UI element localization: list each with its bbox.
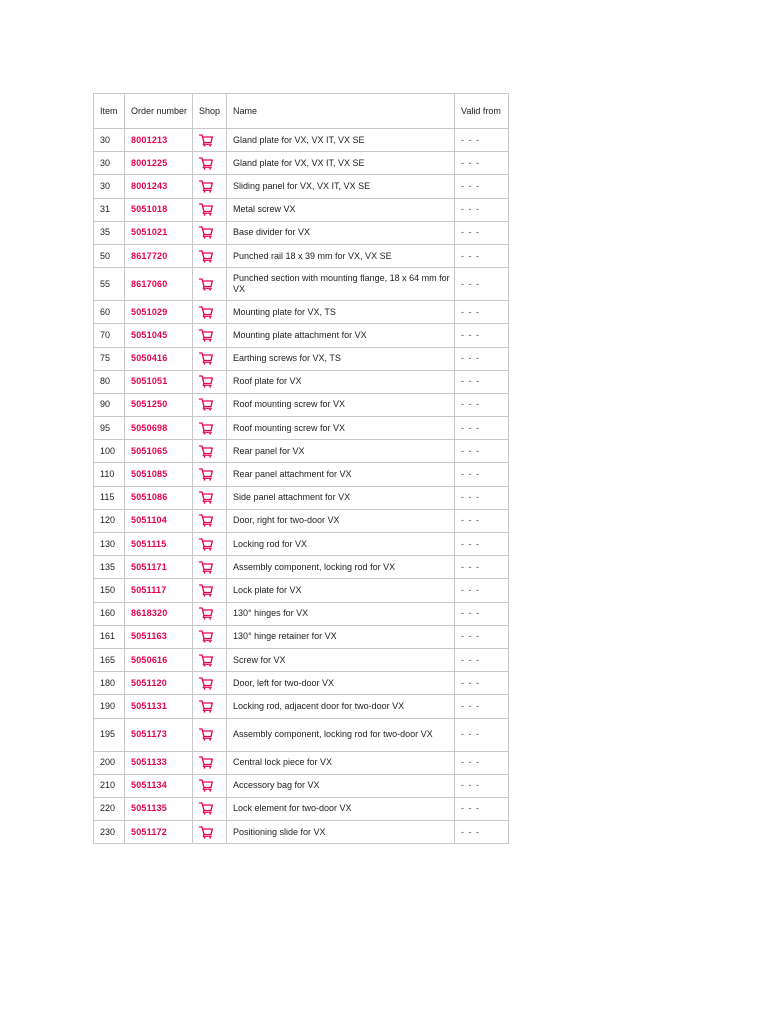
valid-from-cell: - - - [455,821,509,844]
item-cell: 35 [94,221,125,244]
item-cell: 160 [94,602,125,625]
shop-cell [193,198,227,221]
order-number-cell [125,486,193,509]
order-number-cell [125,301,193,324]
shop-cell [193,268,227,301]
shopping-cart-icon[interactable] [199,468,213,481]
order-number-link[interactable]: 5051134 [131,780,167,791]
shopping-cart-icon[interactable] [199,802,213,815]
table-row [94,751,509,774]
order-number-link[interactable]: 5051045 [131,329,168,340]
shop-cell [193,463,227,486]
table-row [94,718,509,751]
order-number-cell [125,324,193,347]
shopping-cart-icon[interactable] [199,538,213,551]
header-order-number: Order number [125,94,193,129]
shopping-cart-icon[interactable] [199,226,213,239]
order-number-link[interactable]: 5051117 [131,584,167,595]
name-cell: Gland plate for VX, VX IT, VX SE [227,152,455,175]
table-row [94,393,509,416]
valid-from-cell: - - - [455,556,509,579]
table-row [94,579,509,602]
valid-from-cell: - - - [455,625,509,648]
valid-from-cell: - - - [455,244,509,267]
shop-cell [193,393,227,416]
valid-from-cell: - - - [455,533,509,556]
order-number-link[interactable]: 5051086 [131,492,168,503]
shop-cell [193,602,227,625]
shop-cell [193,672,227,695]
shop-cell [193,695,227,718]
item-cell: 55 [94,268,125,301]
valid-from-cell: - - - [455,751,509,774]
order-number-link[interactable]: 8617720 [131,250,168,261]
name-cell: Lock element for two-door VX [227,797,455,820]
name-cell: Assembly component, locking rod for two-door VX [227,718,455,751]
order-number-link[interactable]: 5050416 [131,353,168,364]
item-cell: 90 [94,393,125,416]
shopping-cart-icon[interactable] [199,306,213,319]
order-number-link[interactable]: 5051029 [131,306,168,317]
table-row [94,440,509,463]
table-row [94,417,509,440]
name-cell: Assembly component, locking rod for VX [227,556,455,579]
shop-cell [193,718,227,751]
shopping-cart-icon[interactable] [199,491,213,504]
table-row [94,221,509,244]
valid-from-cell: - - - [455,198,509,221]
shop-cell [193,152,227,175]
shop-cell [193,797,227,820]
valid-from-cell: - - - [455,774,509,797]
item-cell: 30 [94,175,125,198]
order-number-cell [125,440,193,463]
name-cell: Locking rod for VX [227,533,455,556]
valid-from-cell: - - - [455,648,509,671]
item-cell: 75 [94,347,125,370]
order-number-link[interactable]: 5051018 [131,204,168,215]
order-number-link[interactable]: 8617060 [131,278,168,289]
shopping-cart-icon[interactable] [199,700,213,713]
shop-cell [193,129,227,152]
order-number-link[interactable]: 5051115 [131,538,167,549]
shop-cell [193,301,227,324]
valid-from-cell: - - - [455,440,509,463]
valid-from-cell: - - - [455,417,509,440]
valid-from-cell: - - - [455,301,509,324]
order-number-link[interactable]: 5051051 [131,376,168,387]
order-number-link[interactable]: 5051021 [131,227,168,238]
table-row [94,463,509,486]
order-number-cell [125,509,193,532]
shop-cell [193,440,227,463]
order-number-link[interactable]: 8618320 [131,608,168,619]
name-cell: Punched rail 18 x 39 mm for VX, VX SE [227,244,455,267]
order-number-link[interactable]: 5051172 [131,826,167,837]
name-cell: Punched section with mounting flange, 18 x 64 mm for VX [227,268,455,301]
shopping-cart-icon[interactable] [199,654,213,667]
name-cell: Sliding panel for VX, VX IT, VX SE [227,175,455,198]
item-cell: 80 [94,370,125,393]
shop-cell [193,347,227,370]
item-cell: 200 [94,751,125,774]
table-row [94,774,509,797]
shopping-cart-icon[interactable] [199,728,213,741]
shop-cell [193,648,227,671]
name-cell: Locking rod, adjacent door for two-door VX [227,695,455,718]
shop-cell [193,370,227,393]
order-number-cell [125,672,193,695]
shopping-cart-icon[interactable] [199,278,213,291]
name-cell: Mounting plate for VX, TS [227,301,455,324]
table-header [94,94,509,129]
shopping-cart-icon[interactable] [199,514,213,527]
item-cell: 195 [94,718,125,751]
name-cell: Gland plate for VX, VX IT, VX SE [227,129,455,152]
order-number-cell [125,579,193,602]
table-row [94,648,509,671]
valid-from-cell: - - - [455,129,509,152]
header-row [94,94,509,129]
order-number-cell [125,417,193,440]
shopping-cart-icon[interactable] [199,677,213,690]
name-cell: Base divider for VX [227,221,455,244]
valid-from-cell: - - - [455,509,509,532]
shop-cell [193,324,227,347]
name-cell: Metal screw VX [227,198,455,221]
valid-from-cell: - - - [455,579,509,602]
shopping-cart-icon[interactable] [199,203,213,216]
header-name: Name [227,94,455,129]
order-number-link[interactable]: 5051104 [131,515,167,526]
table-row [94,370,509,393]
name-cell: Roof mounting screw for VX [227,417,455,440]
order-number-link[interactable]: 5051135 [131,803,167,814]
shop-cell [193,533,227,556]
name-cell: Lock plate for VX [227,579,455,602]
item-cell: 130 [94,533,125,556]
order-number-cell [125,463,193,486]
shopping-cart-icon[interactable] [199,157,213,170]
order-number-cell [125,648,193,671]
shopping-cart-icon[interactable] [199,607,213,620]
name-cell: Side panel attachment for VX [227,486,455,509]
name-cell: Roof mounting screw for VX [227,393,455,416]
name-cell: Rear panel for VX [227,440,455,463]
table-row [94,268,509,301]
order-number-link[interactable]: 8001225 [131,157,168,168]
name-cell: Mounting plate attachment for VX [227,324,455,347]
valid-from-cell: - - - [455,486,509,509]
header-valid-from: Valid from [455,94,509,129]
shopping-cart-icon[interactable] [199,630,213,643]
name-cell: Positioning slide for VX [227,821,455,844]
order-number-link[interactable]: 5051133 [131,757,167,768]
item-cell: 30 [94,152,125,175]
order-number-cell [125,797,193,820]
table-row [94,556,509,579]
order-number-cell [125,370,193,393]
order-number-link[interactable]: 5050616 [131,654,168,665]
shop-cell [193,821,227,844]
shopping-cart-icon[interactable] [199,756,213,769]
valid-from-cell: - - - [455,175,509,198]
table-row [94,301,509,324]
name-cell: Earthing screws for VX, TS [227,347,455,370]
shop-cell [193,486,227,509]
valid-from-cell: - - - [455,672,509,695]
table-row [94,602,509,625]
table-row [94,509,509,532]
item-cell: 100 [94,440,125,463]
order-number-cell [125,718,193,751]
shopping-cart-icon[interactable] [199,375,213,388]
shopping-cart-icon[interactable] [199,180,213,193]
order-number-cell [125,533,193,556]
order-number-cell [125,244,193,267]
name-cell: Accessory bag for VX [227,774,455,797]
order-number-cell [125,625,193,648]
name-cell: Door, right for two-door VX [227,509,455,532]
name-cell: Door, left for two-door VX [227,672,455,695]
order-number-link[interactable]: 5051171 [131,561,167,572]
item-cell: 180 [94,672,125,695]
table-row [94,175,509,198]
valid-from-cell: - - - [455,602,509,625]
name-cell: 130° hinge retainer for VX [227,625,455,648]
item-cell: 31 [94,198,125,221]
item-cell: 95 [94,417,125,440]
shopping-cart-icon[interactable] [199,352,213,365]
header-item: Item [94,94,125,129]
table-row [94,797,509,820]
table-row [94,695,509,718]
name-cell: Screw for VX [227,648,455,671]
order-number-cell [125,695,193,718]
order-number-cell [125,602,193,625]
table-row [94,821,509,844]
order-number-link[interactable]: 8001213 [131,134,168,145]
item-cell: 150 [94,579,125,602]
name-cell: Roof plate for VX [227,370,455,393]
order-number-cell [125,268,193,301]
shopping-cart-icon[interactable] [199,398,213,411]
table-row [94,672,509,695]
valid-from-cell: - - - [455,463,509,486]
table-row [94,244,509,267]
order-number-link[interactable]: 5051163 [131,631,167,642]
order-number-link[interactable]: 5051173 [131,729,167,739]
table-row [94,198,509,221]
shop-cell [193,244,227,267]
table-row [94,486,509,509]
item-cell: 30 [94,129,125,152]
name-cell: 130° hinges for VX [227,602,455,625]
order-number-cell [125,175,193,198]
shopping-cart-icon[interactable] [199,422,213,435]
item-cell: 230 [94,821,125,844]
valid-from-cell: - - - [455,221,509,244]
order-number-cell [125,221,193,244]
name-cell: Rear panel attachment for VX [227,463,455,486]
item-cell: 220 [94,797,125,820]
item-cell: 115 [94,486,125,509]
order-number-link[interactable]: 8001243 [131,180,168,191]
order-number-cell [125,821,193,844]
item-cell: 190 [94,695,125,718]
shopping-cart-icon[interactable] [199,779,213,792]
item-cell: 70 [94,324,125,347]
header-shop: Shop [193,94,227,129]
item-cell: 161 [94,625,125,648]
shopping-cart-icon[interactable] [199,826,213,839]
shopping-cart-icon[interactable] [199,329,213,342]
shop-cell [193,556,227,579]
order-number-cell [125,198,193,221]
item-cell: 50 [94,244,125,267]
order-number-link[interactable]: 5051065 [131,445,168,456]
table-row [94,152,509,175]
item-cell: 165 [94,648,125,671]
item-cell: 135 [94,556,125,579]
shopping-cart-icon[interactable] [199,445,213,458]
valid-from-cell: - - - [455,347,509,370]
shopping-cart-icon[interactable] [199,134,213,147]
shopping-cart-icon[interactable] [199,250,213,263]
order-number-cell [125,347,193,370]
order-number-cell [125,393,193,416]
table-row [94,324,509,347]
valid-from-cell: - - - [455,695,509,718]
parts-table [93,93,509,844]
shopping-cart-icon[interactable] [199,561,213,574]
valid-from-cell: - - - [455,152,509,175]
table-row [94,625,509,648]
valid-from-cell: - - - [455,370,509,393]
order-number-link[interactable]: 5050698 [131,422,168,433]
item-cell: 120 [94,509,125,532]
shop-cell [193,221,227,244]
table-body [94,129,509,844]
shop-cell [193,175,227,198]
order-number-link[interactable]: 5051085 [131,469,168,480]
shop-cell [193,579,227,602]
shop-cell [193,509,227,532]
shop-cell [193,774,227,797]
order-number-link[interactable]: 5051120 [131,677,167,688]
shop-cell [193,417,227,440]
order-number-cell [125,774,193,797]
order-number-cell [125,152,193,175]
valid-from-cell: - - - [455,268,509,301]
order-number-cell [125,129,193,152]
valid-from-cell: - - - [455,393,509,416]
shopping-cart-icon[interactable] [199,584,213,597]
order-number-link[interactable]: 5051131 [131,700,167,711]
order-number-link[interactable]: 5051250 [131,399,168,410]
shop-cell [193,625,227,648]
order-number-cell [125,556,193,579]
name-cell: Central lock piece for VX [227,751,455,774]
valid-from-cell: - - - [455,718,509,751]
item-cell: 210 [94,774,125,797]
table-row [94,129,509,152]
item-cell: 60 [94,301,125,324]
table-row [94,347,509,370]
valid-from-cell: - - - [455,324,509,347]
valid-from-cell: - - - [455,797,509,820]
shop-cell [193,751,227,774]
table-row [94,533,509,556]
order-number-cell [125,751,193,774]
item-cell: 110 [94,463,125,486]
